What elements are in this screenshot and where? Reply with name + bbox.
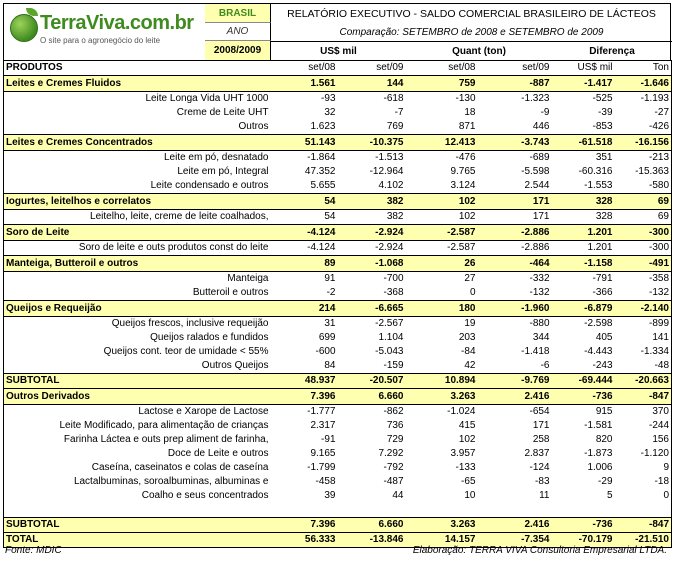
value-cell: -689: [529, 152, 550, 163]
value-cell: 1.104: [378, 332, 404, 343]
value-cell: -847: [615, 518, 672, 533]
product-label: Leites e Cremes Concentrados: [4, 135, 271, 151]
value-cell: 344: [532, 332, 550, 343]
product-label: [4, 503, 271, 518]
value-cell: 10: [464, 490, 476, 501]
value-cell: [271, 503, 338, 518]
value-cell: -491: [615, 256, 672, 272]
logo-tagline: O site para o agronegócio do leite: [40, 36, 161, 45]
value-cell: [552, 503, 615, 518]
value-cell: 5.655: [310, 180, 336, 191]
section-row: [4, 76, 672, 92]
value-cell: 6.660: [338, 518, 406, 533]
value-cell: -20.663: [615, 374, 672, 389]
table-row: [4, 503, 672, 518]
table-row: [4, 120, 672, 135]
value-cell: 48.937: [271, 374, 338, 389]
value-cell: 7.396: [271, 518, 338, 533]
value-cell: 2.416: [478, 389, 552, 405]
col-ton-set09: set/09: [478, 61, 552, 76]
product-label: Doce de Leite e outros: [167, 448, 269, 459]
value-cell: -1.158: [552, 256, 615, 272]
value-cell: -1.799: [307, 462, 336, 473]
table-row: [4, 210, 672, 225]
value-cell: 203: [458, 332, 476, 343]
product-label: Lactalbuminas, soroalbuminas, albuminas e: [73, 476, 269, 487]
report-header: [3, 3, 671, 60]
value-cell: -1.418: [521, 346, 550, 357]
value-cell: -2.924: [338, 225, 406, 241]
value-cell: 31: [324, 318, 336, 329]
product-label: Coalho e seus concentrados: [141, 490, 269, 501]
value-cell: 10.894: [406, 374, 478, 389]
value-cell: -159: [383, 360, 404, 371]
table-row: [4, 345, 672, 359]
value-cell: 69: [615, 194, 672, 210]
value-cell: -618: [383, 93, 404, 104]
value-cell: -2.886: [521, 242, 550, 253]
value-cell: -887: [478, 76, 552, 92]
value-cell: 7.396: [271, 389, 338, 405]
value-cell: [478, 503, 552, 518]
product-label: Queijos ralados e fundidos: [150, 332, 269, 343]
value-cell: 1.201: [552, 225, 615, 241]
value-cell: -7.354: [478, 533, 552, 548]
value-cell: -464: [478, 256, 552, 272]
value-cell: 171: [532, 420, 550, 431]
value-cell: 736: [386, 420, 404, 431]
value-cell: 9.765: [450, 166, 476, 177]
value-cell: -27: [654, 107, 669, 118]
value-cell: -244: [648, 420, 669, 431]
value-cell: -5.043: [375, 346, 404, 357]
table-row: [4, 317, 672, 332]
value-cell: 102: [406, 194, 478, 210]
value-cell: -6.879: [552, 301, 615, 317]
value-cell: 102: [458, 211, 476, 222]
value-cell: 769: [386, 121, 404, 132]
value-cell: 0: [663, 490, 669, 501]
product-label: Queijos cont. teor de umidade < 55%: [103, 346, 269, 357]
product-label: Queijos e Requeijão: [4, 301, 271, 317]
value-cell: -2.924: [375, 242, 404, 253]
value-cell: 1.623: [310, 121, 336, 132]
value-cell: -243: [592, 360, 613, 371]
value-cell: -9.769: [478, 374, 552, 389]
table-row: [4, 331, 672, 345]
value-cell: 0: [469, 287, 476, 298]
product-label: Queijos frescos, inclusive requeijão: [111, 318, 269, 329]
value-cell: -1.068: [338, 256, 406, 272]
value-cell: -91: [321, 434, 336, 445]
value-cell: 14.157: [406, 533, 478, 548]
value-cell: 171: [478, 194, 552, 210]
col-diff-ton: Ton: [615, 61, 672, 76]
value-cell: -1.334: [640, 346, 669, 357]
product-label: Caseína, caseinatos e colas de caseína: [91, 462, 269, 473]
section-row: [4, 225, 672, 241]
product-label: Creme de Leite UHT: [176, 107, 269, 118]
report-footer: [3, 545, 671, 559]
value-cell: -5.598: [521, 166, 550, 177]
value-cell: 1.006: [587, 462, 613, 473]
table-row: [4, 106, 672, 120]
value-cell: -736: [552, 518, 615, 533]
value-cell: -39: [598, 107, 613, 118]
value-cell: -1.553: [584, 180, 613, 191]
product-label: Leite Modificado, para alimentação de crianças: [59, 420, 269, 431]
section-row: [4, 135, 672, 151]
value-cell: [615, 503, 672, 518]
section-row: [4, 301, 672, 317]
table-row: [4, 405, 672, 420]
value-cell: 32: [324, 107, 336, 118]
product-label: SUBTOTAL: [4, 518, 271, 533]
col-diff-usd: US$ mil: [552, 61, 615, 76]
value-cell: 2.837: [524, 448, 550, 459]
year-value: 2008/2009: [205, 41, 271, 60]
value-cell: -48: [654, 360, 669, 371]
value-cell: 3.124: [450, 180, 476, 191]
value-cell: 699: [318, 332, 336, 343]
value-cell: -3.743: [478, 135, 552, 151]
table-row: [4, 272, 672, 287]
value-cell: -880: [529, 318, 550, 329]
value-cell: -899: [648, 318, 669, 329]
col-usd-set09: set/09: [338, 61, 406, 76]
value-cell: -476: [455, 152, 476, 163]
value-cell: -426: [648, 121, 669, 132]
value-cell: -736: [552, 389, 615, 405]
value-cell: -580: [648, 180, 669, 191]
trade-balance-table: [3, 60, 672, 548]
subtotal-row: [4, 374, 672, 389]
product-label: Soro de leite e outs produtos const do leite: [78, 242, 269, 253]
value-cell: -1.960: [478, 301, 552, 317]
value-cell: 180: [406, 301, 478, 317]
table-row: [4, 165, 672, 179]
value-cell: 171: [532, 211, 550, 222]
table-row: [4, 419, 672, 433]
value-cell: -15.363: [635, 166, 669, 177]
value-cell: -2.587: [447, 242, 476, 253]
value-cell: 2.317: [310, 420, 336, 431]
product-label: Manteiga, Butteroil e outros: [4, 256, 271, 272]
product-label: Iogurtes, leitelhos e correlatos: [4, 194, 271, 210]
value-cell: -792: [383, 462, 404, 473]
subtotal-row: [4, 518, 672, 533]
product-label: TOTAL: [4, 533, 271, 548]
value-cell: 44: [392, 490, 404, 501]
value-cell: -1.024: [447, 406, 476, 417]
value-cell: 42: [464, 360, 476, 371]
value-cell: -84: [461, 346, 476, 357]
value-cell: 7.292: [378, 448, 404, 459]
product-label: Leite em pó, Integral: [177, 166, 269, 177]
value-cell: -6.665: [338, 301, 406, 317]
value-cell: 141: [652, 332, 669, 343]
value-cell: -9: [540, 107, 550, 118]
value-cell: -124: [529, 462, 550, 473]
value-cell: -300: [648, 242, 669, 253]
header-grid: [205, 4, 672, 60]
value-cell: -21.510: [615, 533, 672, 548]
value-cell: -2: [326, 287, 336, 298]
value-cell: 89: [271, 256, 338, 272]
table-row: [4, 489, 672, 503]
value-cell: -16.156: [615, 135, 672, 151]
col-usd-set08: set/08: [271, 61, 338, 76]
group-usd: US$ mil: [271, 41, 406, 60]
year-caption: ANO: [205, 23, 271, 41]
value-cell: 382: [386, 211, 404, 222]
value-cell: -1.120: [640, 448, 669, 459]
group-diferenca: Diferença: [552, 41, 672, 60]
value-cell: 5: [606, 490, 613, 501]
value-cell: 258: [532, 434, 550, 445]
value-cell: -1.873: [584, 448, 613, 459]
value-cell: 11: [539, 490, 550, 501]
product-label: Leitelho, leite, creme de leite coalhados,: [90, 211, 269, 222]
value-cell: -1.646: [615, 76, 672, 92]
value-cell: -458: [315, 476, 336, 487]
value-cell: -853: [592, 121, 613, 132]
value-cell: 156: [652, 434, 669, 445]
value-cell: 27: [464, 273, 476, 284]
report-frame: [3, 3, 671, 543]
section-row: [4, 256, 672, 272]
value-cell: -525: [592, 93, 613, 104]
value-cell: -13.846: [338, 533, 406, 548]
value-cell: 144: [338, 76, 406, 92]
value-cell: -69.444: [552, 374, 615, 389]
value-cell: -130: [455, 93, 476, 104]
section-row: [4, 389, 672, 405]
value-cell: -1.323: [521, 93, 550, 104]
value-cell: 3.957: [450, 448, 476, 459]
value-cell: 9: [663, 462, 669, 473]
value-cell: -654: [529, 406, 550, 417]
terraviva-logo: [4, 4, 204, 60]
value-cell: -132: [529, 287, 550, 298]
value-cell: -862: [383, 406, 404, 417]
value-cell: 54: [324, 211, 336, 222]
value-cell: 51.143: [271, 135, 338, 151]
value-cell: [406, 503, 478, 518]
value-cell: 446: [532, 121, 550, 132]
value-cell: -4.124: [271, 225, 338, 241]
value-cell: -1.193: [640, 93, 669, 104]
product-label: Outros: [238, 121, 269, 132]
value-cell: 9.165: [310, 448, 336, 459]
value-cell: 18: [464, 107, 476, 118]
value-cell: -93: [321, 93, 336, 104]
value-cell: -300: [615, 225, 672, 241]
value-cell: -791: [592, 273, 613, 284]
footer-source: Fonte: MDIC: [5, 545, 62, 556]
value-cell: -70.179: [552, 533, 615, 548]
value-cell: 84: [324, 360, 336, 371]
value-cell: 102: [458, 434, 476, 445]
table-row: [4, 286, 672, 301]
value-cell: -1.417: [552, 76, 615, 92]
table-row: [4, 179, 672, 194]
value-cell: -2.567: [375, 318, 404, 329]
product-label: SUBTOTAL: [4, 374, 271, 389]
value-cell: 69: [657, 211, 669, 222]
value-cell: 328: [595, 211, 613, 222]
value-cell: 19: [464, 318, 476, 329]
value-cell: -700: [383, 273, 404, 284]
value-cell: -12.964: [369, 166, 404, 177]
value-cell: -2.886: [478, 225, 552, 241]
value-cell: 3.263: [406, 389, 478, 405]
value-cell: -132: [648, 287, 669, 298]
product-label: Leite em pó, desnatado: [163, 152, 269, 163]
value-cell: -213: [648, 152, 669, 163]
value-cell: 12.413: [406, 135, 478, 151]
product-label: Farinha Láctea e outs prep aliment de farinha,: [63, 434, 269, 445]
value-cell: 2.416: [478, 518, 552, 533]
column-header-row: [4, 61, 672, 76]
value-cell: -1.777: [307, 406, 336, 417]
value-cell: 351: [595, 152, 613, 163]
value-cell: -65: [461, 476, 476, 487]
product-label: Manteiga: [227, 273, 269, 284]
value-cell: 328: [552, 194, 615, 210]
value-cell: -60.316: [578, 166, 613, 177]
product-label: Soro de Leite: [4, 225, 271, 241]
value-cell: 871: [458, 121, 476, 132]
table-row: [4, 475, 672, 489]
value-cell: 2.544: [524, 180, 550, 191]
table-row: [4, 461, 672, 475]
value-cell: -1.581: [584, 420, 613, 431]
value-cell: 4.102: [378, 180, 404, 191]
product-label: Leite Longa Vida UHT 1000: [145, 93, 269, 104]
value-cell: 370: [652, 406, 669, 417]
value-cell: -366: [592, 287, 613, 298]
value-cell: 759: [406, 76, 478, 92]
value-cell: -2.598: [584, 318, 613, 329]
value-cell: -4.443: [584, 346, 613, 357]
value-cell: -847: [615, 389, 672, 405]
report-title: RELATÓRIO EXECUTIVO - SALDO COMERCIAL BRASILEIRO DE LÁCTEOS: [287, 7, 656, 20]
value-cell: 54: [271, 194, 338, 210]
product-label: Leite condensado e outros: [150, 180, 269, 191]
value-cell: 382: [338, 194, 406, 210]
value-cell: -368: [383, 287, 404, 298]
value-cell: -18: [654, 476, 669, 487]
comparison-subtitle: Comparação: SETEMBRO de 2008 e SETEMBRO de 2009: [339, 26, 604, 38]
product-label: Leites e Cremes Fluidos: [4, 76, 271, 92]
section-row: [4, 194, 672, 210]
value-cell: -1.513: [375, 152, 404, 163]
value-cell: 415: [458, 420, 476, 431]
table-row: [4, 433, 672, 447]
value-cell: -61.518: [552, 135, 615, 151]
value-cell: 3.263: [406, 518, 478, 533]
product-label: Outros Derivados: [4, 389, 271, 405]
footer-credit: Elaboração: TERRA VIVA Consultoria Empresarial LTDA.: [412, 545, 667, 556]
value-cell: 26: [406, 256, 478, 272]
value-cell: -6: [540, 360, 550, 371]
value-cell: 47.352: [304, 166, 336, 177]
value-cell: -10.375: [338, 135, 406, 151]
value-cell: -2.587: [406, 225, 478, 241]
value-cell: -358: [648, 273, 669, 284]
col-produtos: PRODUTOS: [4, 61, 271, 76]
group-quant: Quant (ton): [406, 41, 552, 60]
globe-icon: [10, 14, 38, 42]
value-cell: 405: [595, 332, 613, 343]
value-cell: 39: [324, 490, 336, 501]
table-row: [4, 447, 672, 461]
value-cell: -332: [529, 273, 550, 284]
value-cell: 56.333: [271, 533, 338, 548]
table-row: [4, 151, 672, 166]
col-ton-set08: set/08: [406, 61, 478, 76]
value-cell: [338, 503, 406, 518]
value-cell: 1.561: [271, 76, 338, 92]
value-cell: -20.507: [338, 374, 406, 389]
value-cell: -29: [598, 476, 613, 487]
table-row: [4, 241, 672, 256]
logo-brand: TerraViva.com.br: [40, 12, 194, 34]
table-row: [4, 359, 672, 374]
value-cell: 729: [386, 434, 404, 445]
value-cell: 915: [595, 406, 613, 417]
value-cell: -4.124: [307, 242, 336, 253]
value-cell: -7: [394, 107, 404, 118]
value-cell: 214: [271, 301, 338, 317]
country-label: BRASIL: [205, 4, 271, 23]
value-cell: 6.660: [338, 389, 406, 405]
value-cell: -600: [315, 346, 336, 357]
value-cell: 91: [324, 273, 336, 284]
product-label: Outros Queijos: [201, 360, 269, 371]
value-cell: 1.201: [587, 242, 613, 253]
value-cell: -1.864: [307, 152, 336, 163]
value-cell: 820: [595, 434, 613, 445]
value-cell: -2.140: [615, 301, 672, 317]
product-label: Lactose e Xarope de Lactose: [138, 406, 269, 417]
value-cell: -83: [535, 476, 550, 487]
value-cell: -133: [455, 462, 476, 473]
table-row: [4, 92, 672, 107]
value-cell: -487: [383, 476, 404, 487]
product-label: Butteroil e outros: [192, 287, 269, 298]
